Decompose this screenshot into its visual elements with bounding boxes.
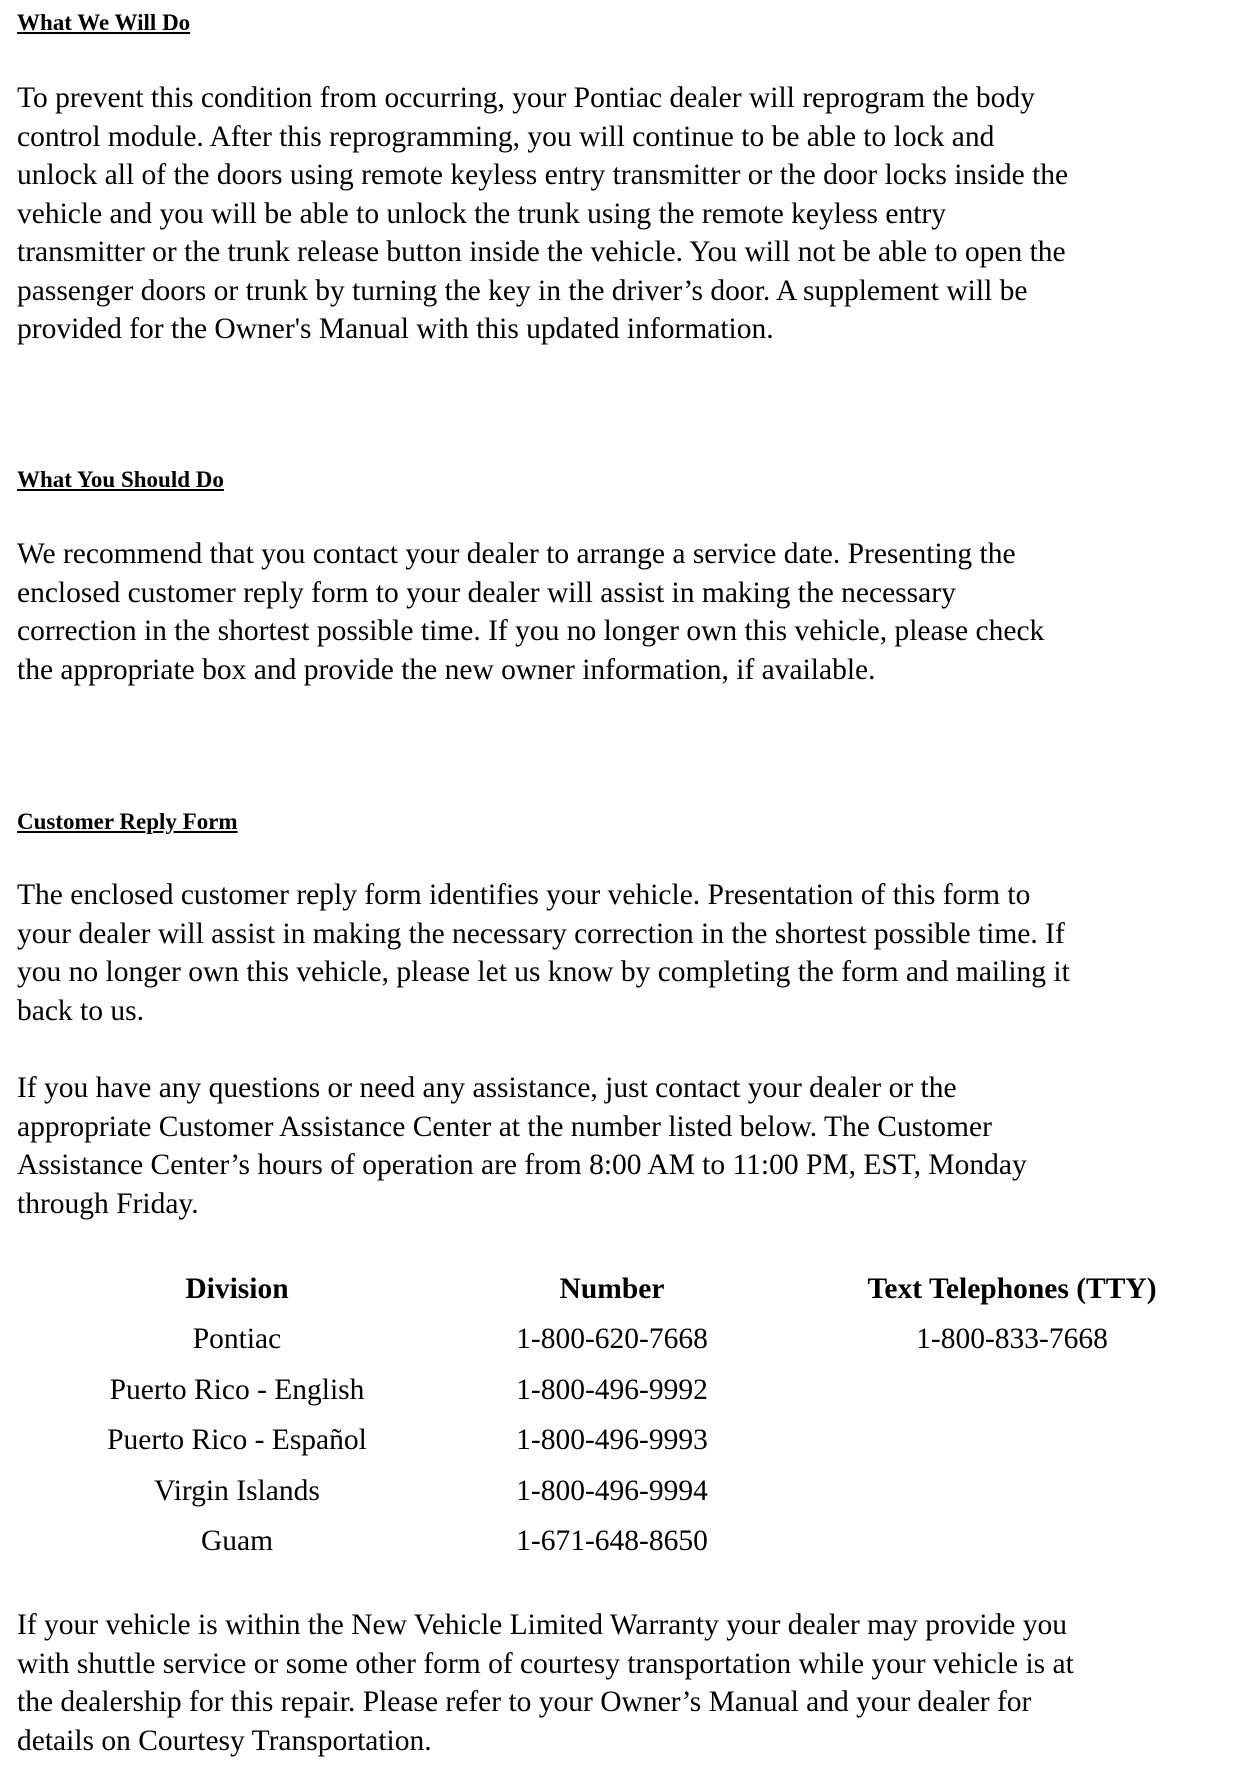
- text-line: We recommend that you contact your dealer to arrange a service date. Presenting the: [17, 538, 1016, 570]
- column-header-division: Division: [185, 1273, 289, 1305]
- text-line: the appropriate box and provide the new owner information, if available.: [17, 653, 876, 686]
- paragraph-what-you-should-do: [17, 535, 1227, 689]
- table-row: [17, 1421, 1217, 1471]
- text-line: appropriate Customer Assistance Center at the number listed below. The Customer: [17, 1110, 992, 1143]
- table-row: [17, 1320, 1217, 1370]
- text-line: unlock all of the doors using remote keyless entry transmitter or the door locks inside the: [17, 159, 1069, 191]
- text-line: enclosed customer reply form to your dealer will assist in making the necessary: [17, 576, 956, 609]
- text-line: through Friday.: [17, 1187, 199, 1220]
- division-cell: Puerto Rico - Español: [107, 1424, 367, 1456]
- text-line: To prevent this condition from occurring, your Pontiac dealer will reprogram the body: [17, 82, 1035, 114]
- heading-what-we-will-do: What We Will Do: [17, 10, 191, 35]
- division-cell: Guam: [200, 1525, 274, 1557]
- table-row: [17, 1472, 1217, 1522]
- text-line: control module. After this reprogramming, you will continue to be able to lock and: [17, 120, 995, 153]
- table-row: [17, 1371, 1217, 1421]
- table-row: [17, 1522, 1217, 1572]
- text-line: passenger doors or trunk by turning the key in the driver’s door. A supplement will be: [17, 274, 1028, 307]
- text-line: you no longer own this vehicle, please let us know by completing the form and mailing it: [17, 956, 1070, 988]
- column-header-tty: Text Telephones (TTY): [867, 1273, 1157, 1305]
- text-line: details on Courtesy Transportation.: [17, 1724, 432, 1757]
- text-line: vehicle and you will be able to unlock the trunk using the remote keyless entry: [17, 197, 947, 230]
- heading-what-you-should-do: What You Should Do: [17, 467, 224, 492]
- number-cell: 1-800-496-9992: [516, 1374, 708, 1406]
- text-line: provided for the Owner's Manual with this updated information.: [17, 313, 774, 345]
- number-cell: 1-800-496-9993: [516, 1424, 708, 1456]
- number-cell: 1-671-648-8650: [516, 1525, 708, 1557]
- division-cell: Virgin Islands: [154, 1475, 320, 1507]
- heading-customer-reply-form: Customer Reply Form: [17, 809, 238, 834]
- text-line: the dealership for this repair. Please refer to your Owner’s Manual and your dealer for: [17, 1686, 1032, 1718]
- paragraph-customer-reply-form: [17, 876, 1227, 1030]
- text-line: your dealer will assist in making the necessary correction in the shortest possible time. If: [17, 917, 1065, 950]
- column-header-number: Number: [559, 1273, 665, 1305]
- division-cell: Puerto Rico - English: [109, 1374, 365, 1406]
- text-line: transmitter or the trunk release button inside the vehicle. You will not be able to open the: [17, 236, 1066, 268]
- text-line: Assistance Center’s hours of operation are from 8:00 AM to 11:00 PM, EST, Monday: [17, 1149, 1027, 1181]
- text-line: back to us.: [17, 994, 144, 1027]
- number-cell: 1-800-620-7668: [516, 1323, 708, 1355]
- paragraph-warranty-note: [17, 1606, 1227, 1760]
- text-line: The enclosed customer reply form identifies your vehicle. Presentation of this form to: [17, 879, 1031, 911]
- paragraph-assistance: [17, 1069, 1227, 1223]
- number-cell: 1-800-496-9994: [516, 1475, 708, 1507]
- text-line: If your vehicle is within the New Vehicle Limited Warranty your dealer may provide you: [17, 1609, 1068, 1641]
- table-header-row: [17, 1270, 1217, 1320]
- division-cell: Pontiac: [192, 1323, 282, 1355]
- text-line: correction in the shortest possible time. If you no longer own this vehicle, please check: [17, 615, 1045, 647]
- text-line: If you have any questions or need any assistance, just contact your dealer or the: [17, 1072, 957, 1104]
- paragraph-what-we-will-do: [17, 79, 1227, 349]
- tty-cell: 1-800-833-7668: [916, 1323, 1108, 1355]
- text-line: with shuttle service or some other form of courtesy transportation while your vehicle is at: [17, 1647, 1074, 1680]
